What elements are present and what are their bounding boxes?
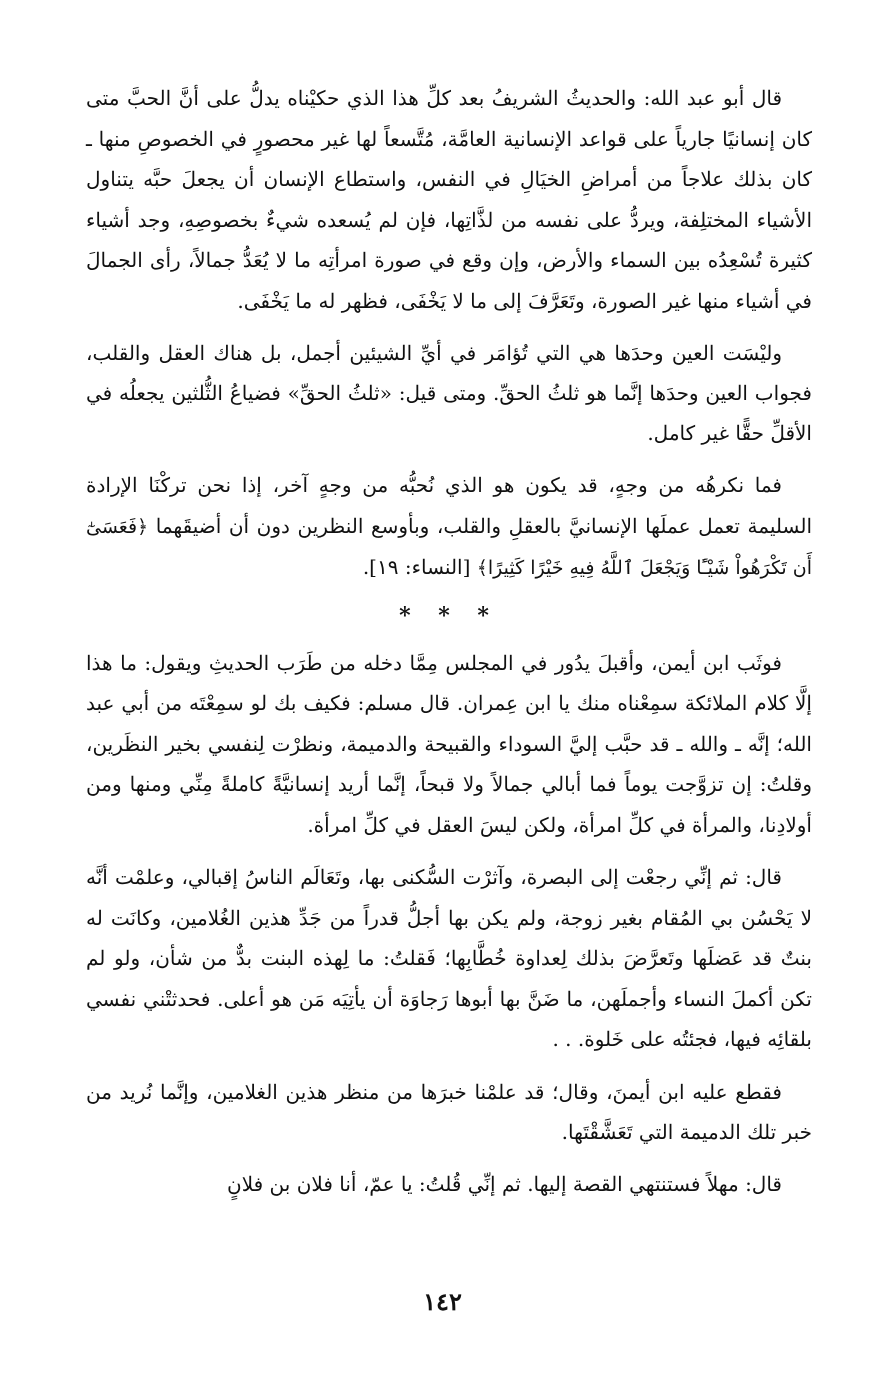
section-separator: * * * [399, 602, 499, 629]
paragraph-1: قال أبو عبد الله: والحديثُ الشريفُ بعد كلِّ هذا الذي حكيْناه يدلُّ على أنَّ الحبَّ متى كان إنسانيًا جارياً على قواعد الإنسانية العامَّة، مُتَّسعاً لها غير محصورٍ في الخصوصِ منها ـ كان بذلك علاجاً من أمراضِ الخيَالِ في النفس، واستطاع الإنسان أن يجعلَ حبَّه يتناول الأشياء المختلِفة، ويردُّ على نفسه من لذَّاتِها، فإن لم يُسعده شيءٌ بخصوصِهِ، وجد أشياء كثيرة تُسْعِدُه بين السماء والأرض، وإن وقع في صورة امرأتِه ما لا يُعَدُّ جمالاً، رأى الجمالَ في أشياء منها غير الصورة، وتَعَرَّفَ إلى ما لا يَخْفَى، فظهر له ما يَخْفَى. [86, 86, 812, 313]
paragraph-3-text: فما نكرهُه من وجهٍ، قد يكون هو الذي نُحبُّه من وجهٍ آخر، إذا نحن تركْنَا الإرادة السليمة تعمل عملَها الإنسانيَّ بالعقلِ والقلب، وبأوسع النظرين دون أن أضيقَهما [86, 473, 812, 538]
quran-verse: ﴿فَعَسَىٰٓ أَن تَكْرَهُواْ شَيْـًٔا وَيَجْعَلَ ٱللَّهُ فِيهِ خَيْرًا كَثِيرًا﴾ [86, 515, 812, 579]
quran-reference: [النساء: ١٩]. [362, 555, 471, 579]
paragraph-3 [86, 465, 812, 589]
paragraph-7: قال: مهلاً فستنتهي القصة إليها. ثم إنِّي قُلتُ: يا عمّ، أنا فلان بن فلانٍ [227, 1171, 782, 1196]
paragraph-4: فوثَب ابن أيمن، وأقبلَ يدُور في المجلس مِمَّا دخله من طَرَب الحديثِ ويقول: ما هذا إلَّا كلام الملائكة سمِعْناه منك يا ابن عِمران. قال مسلم: فكيف بك لو سمِعْتَه من أبي عبد الله؛ إنَّه ـ والله ـ قد حبَّب إليَّ السوداء والقبيحة والدميمة، ونظرْت لِنفسي بخير النظَرين، وقلتُ: إن تزوَّجت يوماً فما أبالي جمالاً ولا قبحاً، إنَّما أريد إنسانيَّةً كاملةً مِنِّي ومنها ومن أولادِنا، والمرأة في كلِّ امرأة، ولكن ليسَ العقل في كلِّ امرأة. [86, 650, 812, 837]
page-number: ١٤٢ [423, 1287, 462, 1316]
paragraph-2: وليْسَت العين وحدَها هي التي تُؤامَر في أيِّ الشيئين أجمل، بل هناك العقل والقلب، فجواب العين وحدَها إنَّما هو ثلثُ الحقِّ. ومتى قيل: «ثلثُ الحقِّ» فضياعُ الثُّلثين يجعلُه في الأقلِّ حقًّا غير كامل. [86, 341, 812, 445]
page-body [86, 78, 812, 1216]
paragraph-5: قال: ثم إنِّي رجعْت إلى البصرة، وآثرْت السُّكنى بها، وتَعَالَم الناسُ إقبالي، وعلمْت أنَّه لا يَحْسُن بي المُقام بغير زوجة، ولم يكن بها أجلُّ قدراً من جَدِّ هذين الغُلامين، وكانَت له بنتٌ قد عَضلَها وتَعرَّضَ بذلك لِعداوة خُطَّابِها؛ فَقلتُ: ما لِهذه البنت بدٌّ من شأن، ولو لم تكن أكملَ النساء وأجملَهن، ما ضَنَّ بها أبوها رَجاوَة أن يأتِيَه مَن هو أعلى. فحدثتْني نفسي بلقائِه فيها، فجئتُه على خَلوة. . . [86, 865, 812, 1051]
paragraph-6: فقطع عليه ابن أيمنَ، وقال؛ قد علمْنا خبرَها من منظر هذين الغلامين، وإنَّما نُريد من خبر تلك الدميمة التي تَعَشَّقْتَها. [86, 1079, 812, 1144]
